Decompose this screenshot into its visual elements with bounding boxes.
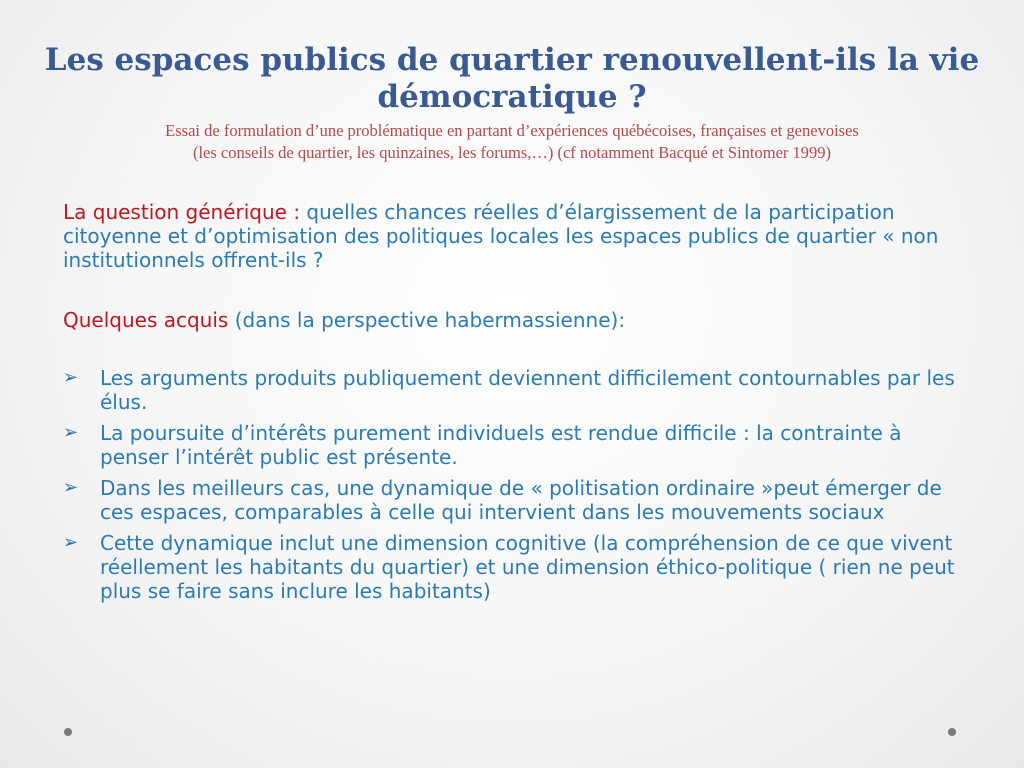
bullet-text: Cette dynamique inclut une dimension cognitive (la compréhension de ce que vivent réellement les habitants du quartier) et une dimension éthico-politique ( rien ne peut plus se faire sans inclure les habitants) [100,531,955,603]
bullet-text: Les arguments produits publiquement deviennent difficilement contournables par les élus. [100,366,955,414]
title-block [30,42,994,164]
subtitle-line-2: (les conseils de quartier, les quinzaines, les forums,…) (cf notamment Bacqué et Sintomer 1999) [192,143,832,162]
arrow-bullet-icon: ➢ [63,422,79,443]
arrow-bullet-icon: ➢ [63,367,79,388]
slide-content [63,200,963,610]
acquis-label: Quelques acquis [63,308,229,332]
acquis-paragraph [63,308,963,332]
bullet-text: Dans les meilleurs cas, une dynamique de « politisation ordinaire »peut émerger de ces espaces, comparables à celle qui intervient dans les mouvements sociaux [100,476,942,524]
bullet-text: La poursuite d’intérêts purement individuels est rendue difficile : la contrainte à penser l’intérêt public est présente. [100,421,902,469]
decorative-dot-left [64,728,72,736]
arrow-bullet-icon: ➢ [63,532,79,553]
generic-question-text: quelles chances réelles d’élargissement de la participation citoyenne et d’optimisation des politiques locales les espaces publics de quartier « non institutionnels offrent-ils ? [63,200,939,272]
generic-question-label: La question générique : [63,200,307,224]
decorative-dot-right [948,728,956,736]
slide-title: Les espaces publics de quartier renouvellent-ils la vie démocratique ? [44,42,980,115]
subtitle-line-1: Essai de formulation d’une problématique en partant d’expériences québécoises, françaises et genevoises [165,121,859,140]
generic-question-paragraph [63,200,943,272]
arrow-bullet-icon: ➢ [63,477,79,498]
list-item [63,366,965,414]
list-item [63,476,965,524]
acquis-text: (dans la perspective habermassienne): [228,308,626,332]
slide-subtitle [30,120,994,164]
list-item [63,531,965,603]
list-item [63,421,965,469]
bullet-list [63,366,963,603]
